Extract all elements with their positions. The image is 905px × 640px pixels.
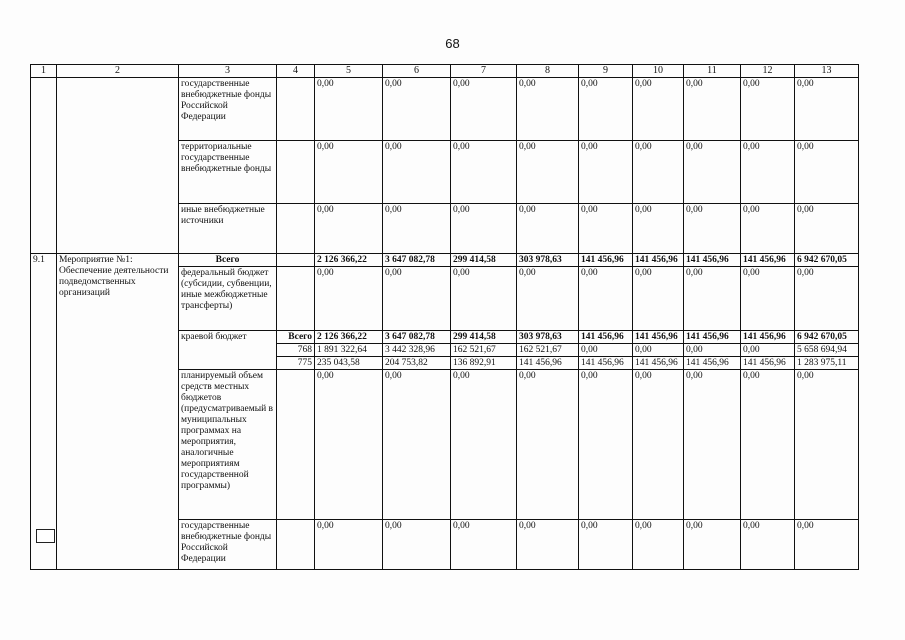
value-cell: 0,00 xyxy=(795,141,859,204)
value-cell: 141 456,96 xyxy=(633,331,684,344)
column-header: 4 xyxy=(277,65,315,78)
value-cell: 0,00 xyxy=(795,204,859,254)
table-row xyxy=(31,78,859,141)
value-cell: 141 456,96 xyxy=(579,357,633,370)
column-header: 8 xyxy=(517,65,579,78)
value-cell: 0,00 xyxy=(579,78,633,141)
value-cell: 0,00 xyxy=(579,141,633,204)
value-cell: 0,00 xyxy=(579,204,633,254)
value-cell: 0,00 xyxy=(795,267,859,331)
budget-table xyxy=(30,64,859,570)
column-header: 5 xyxy=(315,65,383,78)
column-header: 7 xyxy=(451,65,517,78)
funding-source-cell: территориальные государственные внебюджетные фонды xyxy=(179,141,277,204)
value-cell: 3 647 082,78 xyxy=(383,254,451,267)
value-cell: 0,00 xyxy=(579,520,633,570)
value-cell: 0,00 xyxy=(633,344,684,357)
value-cell: 0,00 xyxy=(517,520,579,570)
value-cell: 5 658 694,94 xyxy=(795,344,859,357)
value-cell: 0,00 xyxy=(579,267,633,331)
value-cell: 3 442 328,96 xyxy=(383,344,451,357)
code-cell xyxy=(277,141,315,204)
value-cell: 2 126 366,22 xyxy=(315,254,383,267)
value-cell: 0,00 xyxy=(451,520,517,570)
value-cell: 0,00 xyxy=(517,78,579,141)
value-cell: 0,00 xyxy=(579,370,633,520)
checkbox[interactable] xyxy=(36,529,55,543)
value-cell: 1 891 322,64 xyxy=(315,344,383,357)
code-cell: 775 xyxy=(277,357,315,370)
header-row xyxy=(31,65,859,78)
value-cell: 299 414,58 xyxy=(451,254,517,267)
value-cell: 0,00 xyxy=(517,370,579,520)
funding-source-cell: государственные внебюджетные фонды Российской Федерации xyxy=(179,78,277,141)
value-cell: 0,00 xyxy=(795,78,859,141)
code-cell xyxy=(277,520,315,570)
table-row xyxy=(31,254,859,267)
column-header: 2 xyxy=(57,65,179,78)
code-cell xyxy=(277,254,315,267)
value-cell: 141 456,96 xyxy=(633,357,684,370)
value-cell: 0,00 xyxy=(451,204,517,254)
value-cell: 0,00 xyxy=(315,141,383,204)
value-cell: 0,00 xyxy=(315,520,383,570)
value-cell: 0,00 xyxy=(579,344,633,357)
value-cell: 0,00 xyxy=(383,267,451,331)
value-cell: 162 521,67 xyxy=(451,344,517,357)
column-header: 9 xyxy=(579,65,633,78)
value-cell: 0,00 xyxy=(517,267,579,331)
value-cell: 0,00 xyxy=(383,520,451,570)
code-cell xyxy=(277,370,315,520)
value-cell: 0,00 xyxy=(383,78,451,141)
code-cell xyxy=(277,204,315,254)
value-cell: 3 647 082,78 xyxy=(383,331,451,344)
value-cell: 0,00 xyxy=(383,204,451,254)
value-cell: 0,00 xyxy=(633,370,684,520)
funding-source-cell: государственные внебюджетные фонды Российской Федерации xyxy=(179,520,277,570)
code-cell xyxy=(277,78,315,141)
value-cell: 0,00 xyxy=(517,204,579,254)
value-cell: 0,00 xyxy=(315,267,383,331)
funding-source-cell: иные внебюджетные источники xyxy=(179,204,277,254)
value-cell: 0,00 xyxy=(315,204,383,254)
value-cell: 0,00 xyxy=(684,204,741,254)
value-cell: 141 456,96 xyxy=(579,254,633,267)
column-header: 1 xyxy=(31,65,57,78)
value-cell: 0,00 xyxy=(741,267,795,331)
value-cell: 235 043,58 xyxy=(315,357,383,370)
value-cell: 0,00 xyxy=(741,344,795,357)
value-cell: 0,00 xyxy=(633,267,684,331)
column-header: 6 xyxy=(383,65,451,78)
value-cell: 0,00 xyxy=(741,370,795,520)
value-cell: 1 283 975,11 xyxy=(795,357,859,370)
value-cell: 299 414,58 xyxy=(451,331,517,344)
value-cell: 0,00 xyxy=(517,141,579,204)
value-cell: 0,00 xyxy=(795,370,859,520)
funding-source-cell: краевой бюджет xyxy=(179,331,277,370)
event-name-cell xyxy=(57,78,179,254)
value-cell: 141 456,96 xyxy=(684,331,741,344)
funding-source-cell: Всего xyxy=(179,254,277,267)
value-cell: 0,00 xyxy=(633,78,684,141)
value-cell: 303 978,63 xyxy=(517,331,579,344)
value-cell: 141 456,96 xyxy=(579,331,633,344)
value-cell: 0,00 xyxy=(684,267,741,331)
page-number: 68 xyxy=(445,36,460,51)
code-cell xyxy=(277,267,315,331)
value-cell: 0,00 xyxy=(684,141,741,204)
value-cell: 0,00 xyxy=(315,370,383,520)
event-name-cell: Мероприятие №1: Обеспечение деятельности подведомственных организаций xyxy=(57,254,179,570)
row-number-cell: 9.1 xyxy=(31,254,57,570)
value-cell: 0,00 xyxy=(451,370,517,520)
value-cell: 0,00 xyxy=(741,520,795,570)
value-cell: 0,00 xyxy=(451,141,517,204)
value-cell: 162 521,67 xyxy=(517,344,579,357)
code-cell: Всего xyxy=(277,331,315,344)
value-cell: 204 753,82 xyxy=(383,357,451,370)
value-cell: 6 942 670,05 xyxy=(795,254,859,267)
value-cell: 0,00 xyxy=(684,78,741,141)
value-cell: 0,00 xyxy=(633,204,684,254)
funding-source-cell: федеральный бюджет (субсидии, субвенции, иные межбюджетные трансферты) xyxy=(179,267,277,331)
value-cell: 0,00 xyxy=(684,370,741,520)
column-header: 11 xyxy=(684,65,741,78)
value-cell: 141 456,96 xyxy=(633,254,684,267)
value-cell: 0,00 xyxy=(315,78,383,141)
value-cell: 141 456,96 xyxy=(684,254,741,267)
code-cell: 768 xyxy=(277,344,315,357)
value-cell: 0,00 xyxy=(684,344,741,357)
value-cell: 136 892,91 xyxy=(451,357,517,370)
value-cell: 0,00 xyxy=(451,267,517,331)
funding-source-cell: планируемый объем средств местных бюджетов (предусматриваемый в муниципальных программах на мероприятия, аналогичные мероприятиям государственной программы) xyxy=(179,370,277,520)
value-cell: 141 456,96 xyxy=(741,357,795,370)
value-cell: 141 456,96 xyxy=(741,254,795,267)
column-header: 12 xyxy=(741,65,795,78)
value-cell: 6 942 670,05 xyxy=(795,331,859,344)
column-header: 3 xyxy=(179,65,277,78)
value-cell: 0,00 xyxy=(741,141,795,204)
value-cell: 141 456,96 xyxy=(517,357,579,370)
value-cell: 0,00 xyxy=(684,520,741,570)
value-cell: 0,00 xyxy=(795,520,859,570)
column-header: 10 xyxy=(633,65,684,78)
value-cell: 0,00 xyxy=(451,78,517,141)
row-number-cell xyxy=(31,78,57,254)
value-cell: 0,00 xyxy=(383,141,451,204)
column-header: 13 xyxy=(795,65,859,78)
value-cell: 0,00 xyxy=(741,204,795,254)
value-cell: 2 126 366,22 xyxy=(315,331,383,344)
value-cell: 303 978,63 xyxy=(517,254,579,267)
value-cell: 0,00 xyxy=(383,370,451,520)
value-cell: 0,00 xyxy=(741,78,795,141)
value-cell: 141 456,96 xyxy=(684,357,741,370)
value-cell: 0,00 xyxy=(633,141,684,204)
value-cell: 141 456,96 xyxy=(741,331,795,344)
value-cell: 0,00 xyxy=(633,520,684,570)
